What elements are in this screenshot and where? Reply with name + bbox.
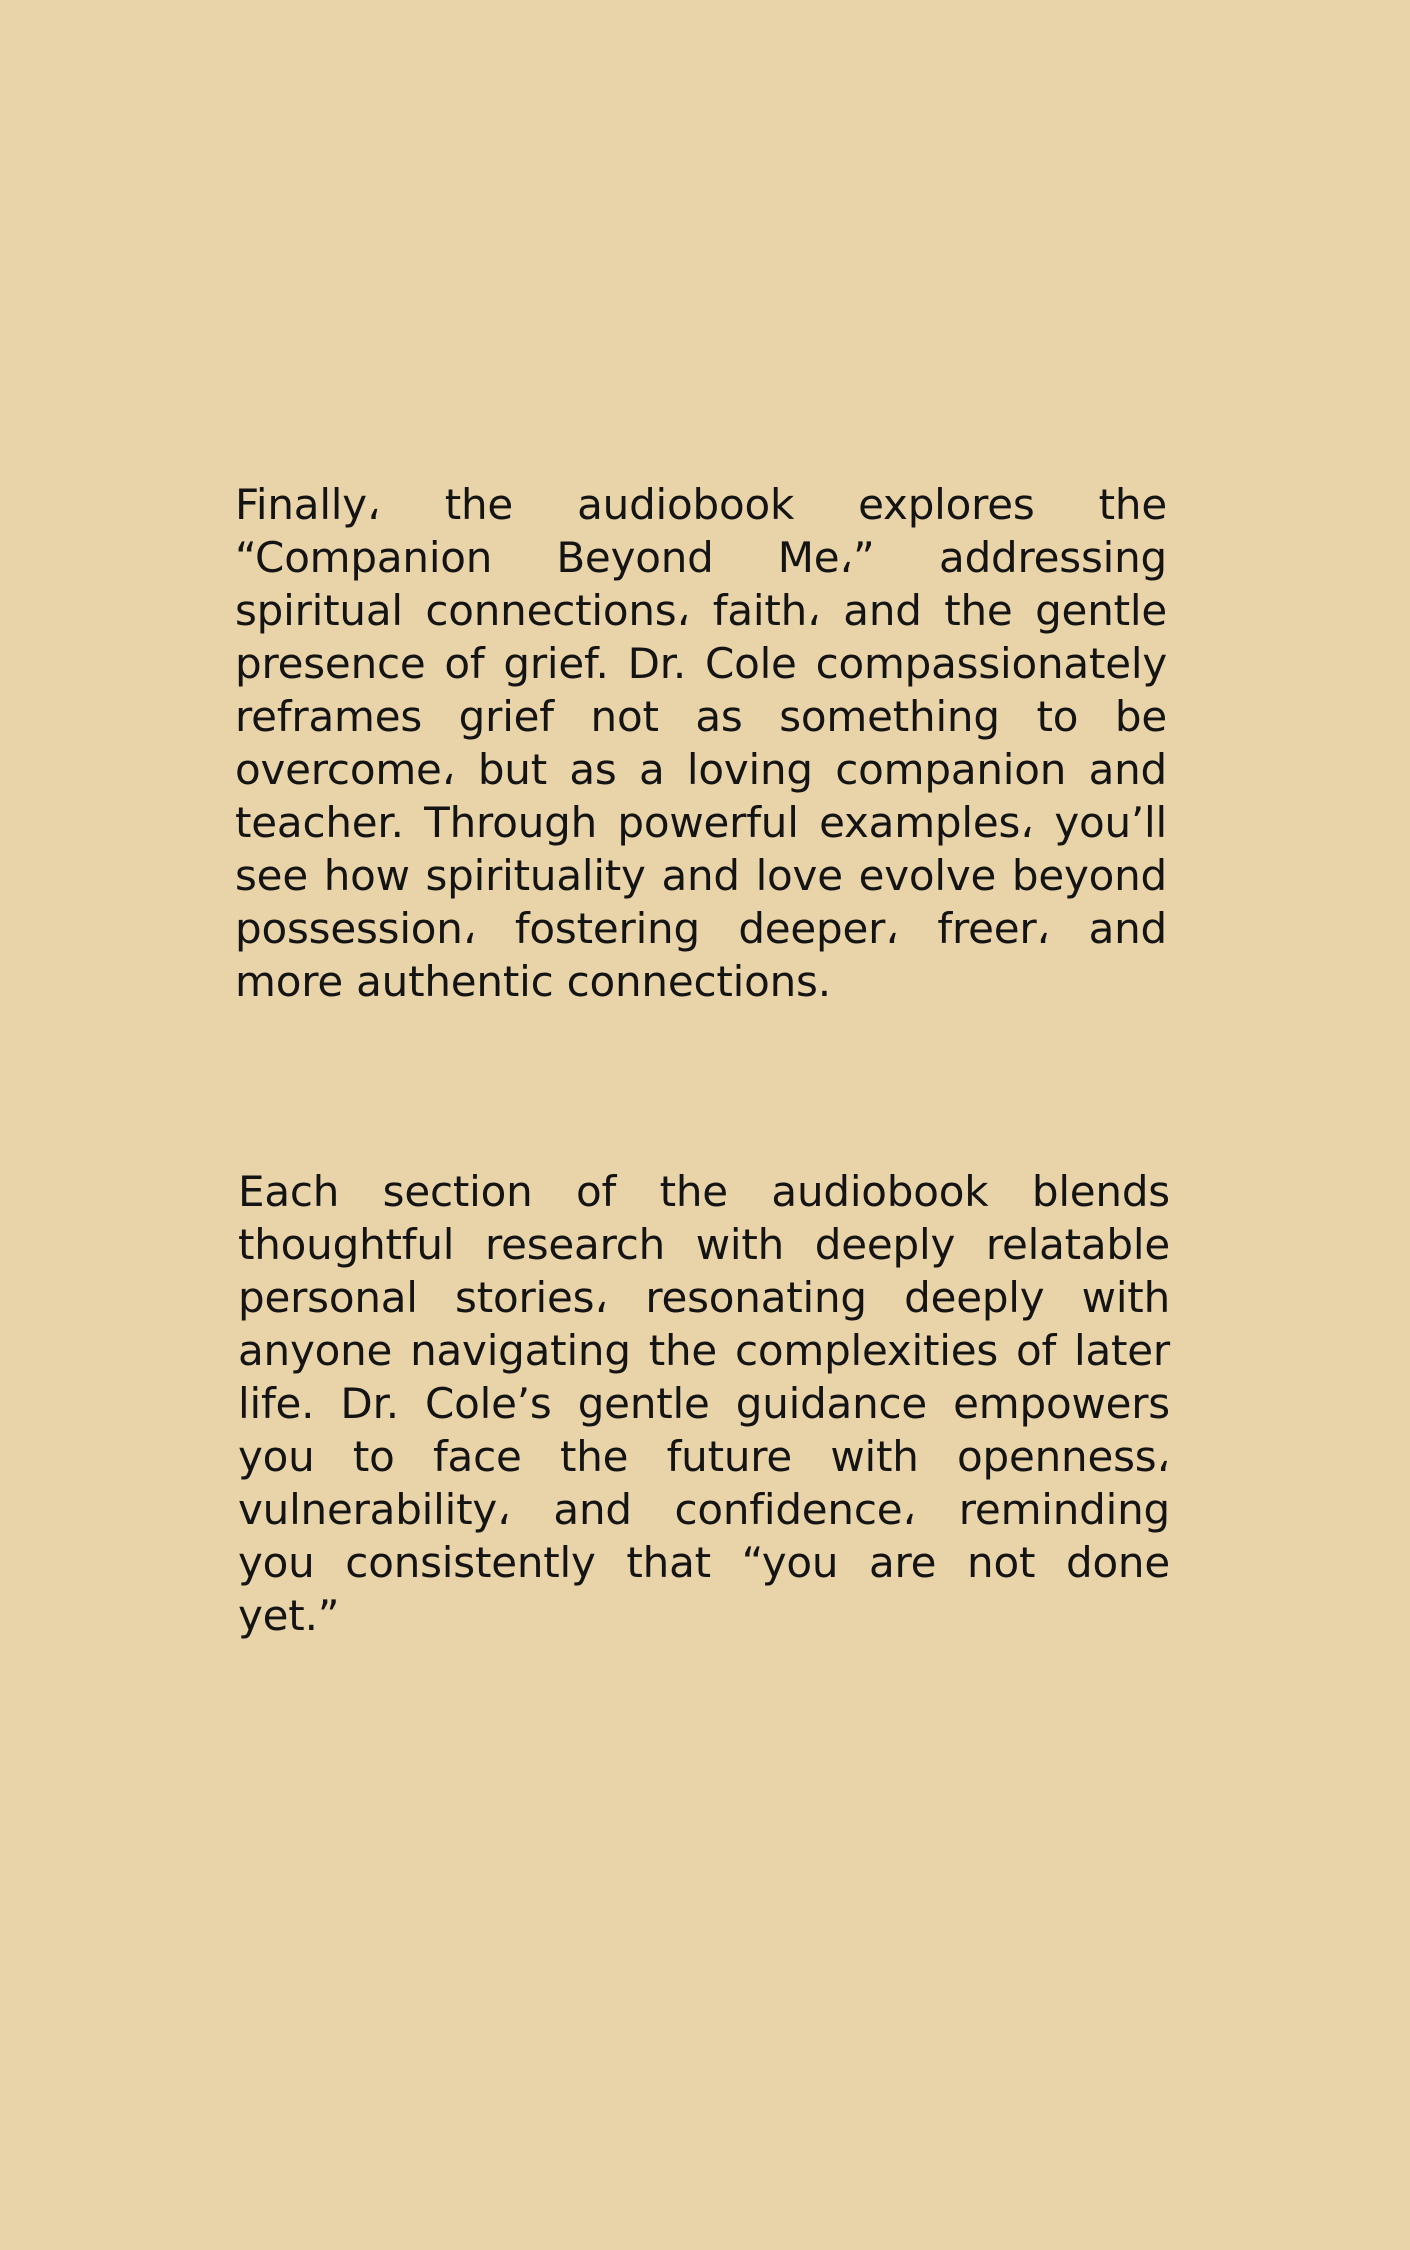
body-paragraph-each-section: Each section of the audiobook blends thoughtful research with deeply relatable personal stories، resonating deeply with anyone navigating the complexities of later life. Dr. Cole’s gentle guidance empowers you to face the future with openness، vulnerability، and confidence، reminding you consistently that “you are not done yet.” [238,1167,1170,1640]
body-paragraph-companion-beyond-me: Finally، the audiobook explores the “Companion Beyond Me،” addressing spiritual connections، faith، and the gentle presence of grief. Dr. Cole compassionately reframes grief not as something to be overcome، but as a loving companion and teacher. Through powerful examples، you’ll see how spirituality and love evolve beyond possession، fostering deeper، freer، and more authentic connections. [235,480,1167,1006]
